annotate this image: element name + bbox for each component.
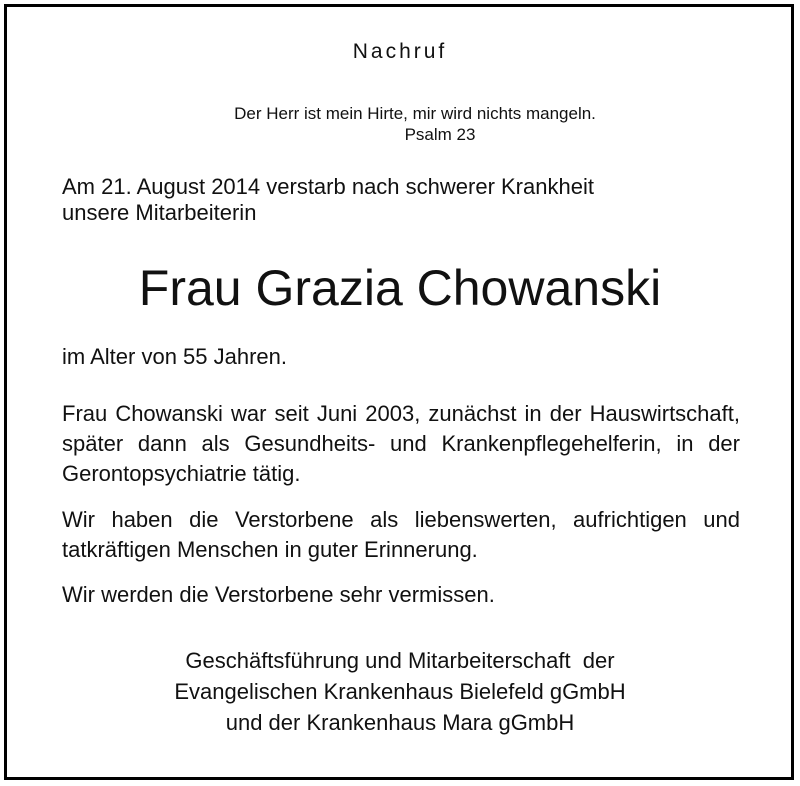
bible-quote: [0, 103, 800, 145]
deceased-name: Frau Grazia Chowanski: [138, 260, 662, 316]
age-paragraph: im Alter von 55 Jahren.: [62, 344, 288, 369]
notice-heading: Nachruf: [352, 40, 448, 63]
signature-block: [0, 645, 800, 738]
death-announcement: [62, 174, 742, 226]
miss-paragraph: Wir werden die Verstorbene sehr vermissen.: [62, 582, 495, 607]
career-paragraph: Frau Chowanski war seit Juni 2003, zunächst in der Hauswirtschaft, später dann als Gesundheits- und Krankenpflegehelferin, in der Gerontopsychiatrie tätig.: [62, 401, 740, 486]
announcement-line-2: unsere Mitarbeiterin: [62, 200, 257, 225]
quote-reference: Psalm 23: [404, 125, 476, 144]
signature-line-1: Geschäftsführung und Mitarbeiterschaft der: [185, 648, 615, 673]
quote-text: Der Herr ist mein Hirte, mir wird nichts mangeln.: [234, 104, 596, 123]
signature-line-2: Evangelischen Krankenhaus Bielefeld gGmbH: [174, 679, 626, 704]
memory-paragraph: Wir haben die Verstorbene als liebenswerten, aufrichtigen und tatkräftigen Menschen in guter Erinnerung.: [62, 507, 740, 562]
signature-line-3: und der Krankenhaus Mara gGmbH: [225, 710, 575, 735]
announcement-line-1: Am 21. August 2014 verstarb nach schwerer Krankheit: [62, 174, 594, 199]
